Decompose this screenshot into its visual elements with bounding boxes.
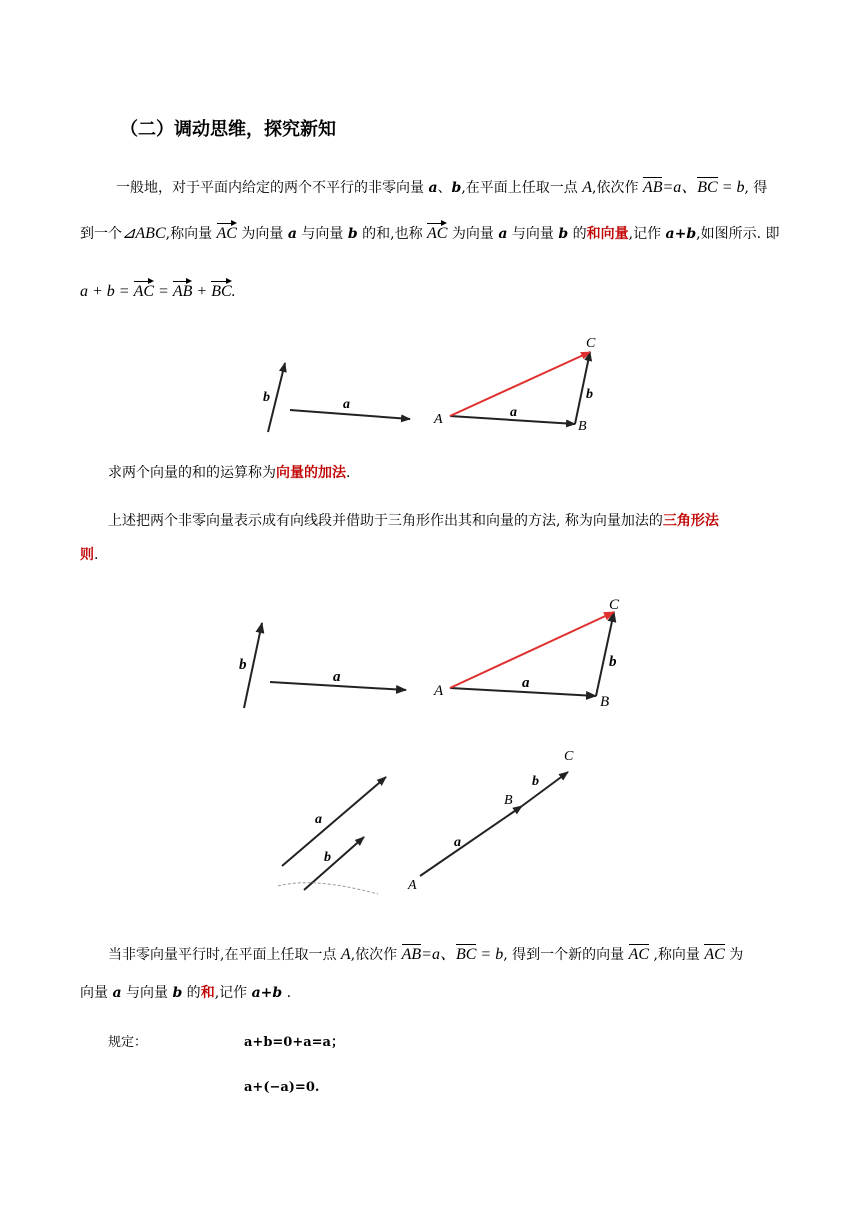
text: 的 — [182, 985, 201, 1001]
text: ,在平面上任取一点 — [461, 180, 583, 196]
triangle-rule-figure-2 — [228, 590, 640, 720]
vector-b-arrow — [268, 363, 285, 432]
para4-line2 — [80, 982, 291, 1002]
formula-left: a + b = — [80, 283, 134, 300]
vector-a: a — [498, 226, 508, 242]
text: . — [94, 547, 99, 563]
label-b-triangle: b — [586, 387, 593, 402]
text: ,称向量 — [649, 947, 705, 963]
label-point-a: A — [434, 683, 444, 699]
term-sum-vector: 和向量 — [586, 226, 629, 242]
text: 向量 — [80, 985, 113, 1001]
formula-plus: + — [192, 283, 212, 300]
text: , 得 — [744, 180, 768, 196]
sum-formula — [80, 280, 236, 301]
text: ,称向量 — [165, 226, 217, 242]
text: 与向量 — [507, 226, 559, 242]
triangle-vector-ac — [450, 352, 590, 416]
sum-a-plus-b: a+b — [665, 226, 697, 242]
formula-end: . — [231, 283, 236, 300]
vector-ab: AB — [642, 179, 663, 196]
triangle-rule-figure-1 — [240, 330, 620, 440]
label-a-collinear: a — [454, 835, 461, 850]
vector-b: b — [172, 985, 183, 1001]
para1-line2 — [80, 222, 779, 243]
text: ,记作 — [628, 226, 666, 242]
vector-ac: AC — [628, 946, 650, 963]
label-a: a — [315, 812, 322, 827]
text: , 得到一个新的向量 — [503, 947, 629, 963]
para3-line2 — [80, 544, 98, 564]
para1-line1 — [116, 174, 767, 197]
vector-b: b — [347, 226, 358, 242]
formula-eq: = — [154, 283, 173, 300]
label-point-c: C — [609, 597, 620, 613]
vector-ac: AC — [704, 946, 725, 963]
decorative-curve — [278, 883, 378, 894]
vector-a: a — [112, 985, 122, 1001]
text: 为 — [724, 947, 744, 963]
text: 当非零向量平行时,在平面上任取一点 — [108, 947, 341, 963]
text: 为向量 — [447, 226, 499, 242]
vector-bc-arrow — [522, 772, 568, 806]
vector-b: b — [451, 180, 462, 196]
vector-ab: AB — [401, 946, 422, 963]
text: ,如图所示. 即 — [696, 226, 780, 242]
label-point-b: B — [600, 694, 610, 710]
text: ,记作 — [214, 985, 252, 1001]
term-vector-addition: 向量的加法 — [276, 465, 346, 481]
text: 与向量 — [296, 226, 348, 242]
text: 求两个向量的和的运算称为 — [108, 465, 276, 481]
text: 到一个 — [80, 226, 122, 242]
sum-a-plus-b: a+b — [251, 985, 283, 1001]
label-b-collinear: b — [532, 774, 539, 789]
label-a-triangle: a — [510, 405, 517, 420]
para4-line1 — [108, 941, 743, 964]
text: . — [346, 465, 351, 481]
text: 与向量 — [121, 985, 173, 1001]
vector-bc: BC — [211, 280, 231, 301]
term-triangle-rule: 三角形法 — [662, 513, 719, 529]
text: 上述把两个非零向量表示成有向线段并借助于三角形作出其和向量的方法, 称为向量加法的 — [108, 513, 663, 529]
vector-a-arrow — [282, 777, 386, 866]
point-a: A — [582, 179, 593, 196]
text: ,依次作 — [592, 180, 643, 196]
rule-opposite-vector: a+(−a)=0. — [244, 1080, 320, 1095]
vector-ac: AC — [134, 280, 154, 301]
rule-zero-vector: a+b=0+a=a； — [244, 1035, 344, 1050]
section-heading: （二）调动思维，探究新知 — [120, 119, 336, 140]
label-b: b — [239, 657, 247, 673]
triangle-abc: ⊿ABC — [122, 225, 166, 242]
text: . — [282, 985, 292, 1001]
label-point-b: B — [504, 793, 513, 808]
text: =a、 — [421, 946, 456, 963]
vector-ab: AB — [173, 280, 193, 301]
vector-b-arrow — [304, 837, 364, 890]
text: 、 — [437, 180, 452, 196]
parallel-vectors-figure — [268, 740, 598, 900]
triangle-vector-ac — [450, 612, 614, 688]
label-b-triangle: b — [609, 654, 617, 670]
text: 为向量 — [236, 226, 288, 242]
text: = b — [476, 946, 504, 963]
point-a: A — [340, 946, 351, 963]
label-point-c: C — [564, 749, 574, 764]
vector-ac: AC — [427, 222, 447, 243]
vector-ac: AC — [217, 222, 237, 243]
vector-bc: BC — [697, 179, 718, 196]
label-b: b — [263, 390, 270, 405]
text: 的和,也称 — [357, 226, 428, 242]
label-b: b — [324, 850, 331, 865]
text: 一般地，对于平面内给定的两个不平行的非零向量 — [116, 180, 429, 196]
label-a-triangle: a — [522, 675, 530, 691]
label-a: a — [333, 669, 341, 685]
vector-b-arrow — [244, 623, 262, 708]
rules-label: 规定： — [108, 1035, 148, 1050]
text: = b — [717, 179, 745, 196]
vector-a-arrow — [290, 410, 410, 419]
label-point-a: A — [408, 878, 417, 893]
text: ,依次作 — [350, 947, 402, 963]
label-point-a: A — [434, 412, 443, 427]
vector-a: a — [428, 180, 438, 196]
para3-line1 — [108, 510, 719, 530]
vector-ab-arrow — [420, 806, 522, 876]
term-sum: 和 — [200, 985, 215, 1001]
para2 — [108, 462, 350, 482]
text: =a、 — [662, 179, 698, 196]
label-point-c: C — [586, 336, 596, 351]
vector-bc: BC — [455, 946, 477, 963]
term-triangle-rule-end: 则 — [80, 547, 94, 563]
label-point-b: B — [578, 419, 587, 434]
vector-a: a — [287, 226, 297, 242]
vector-b: b — [558, 226, 569, 242]
label-a: a — [343, 397, 350, 412]
text: 的 — [568, 226, 587, 242]
